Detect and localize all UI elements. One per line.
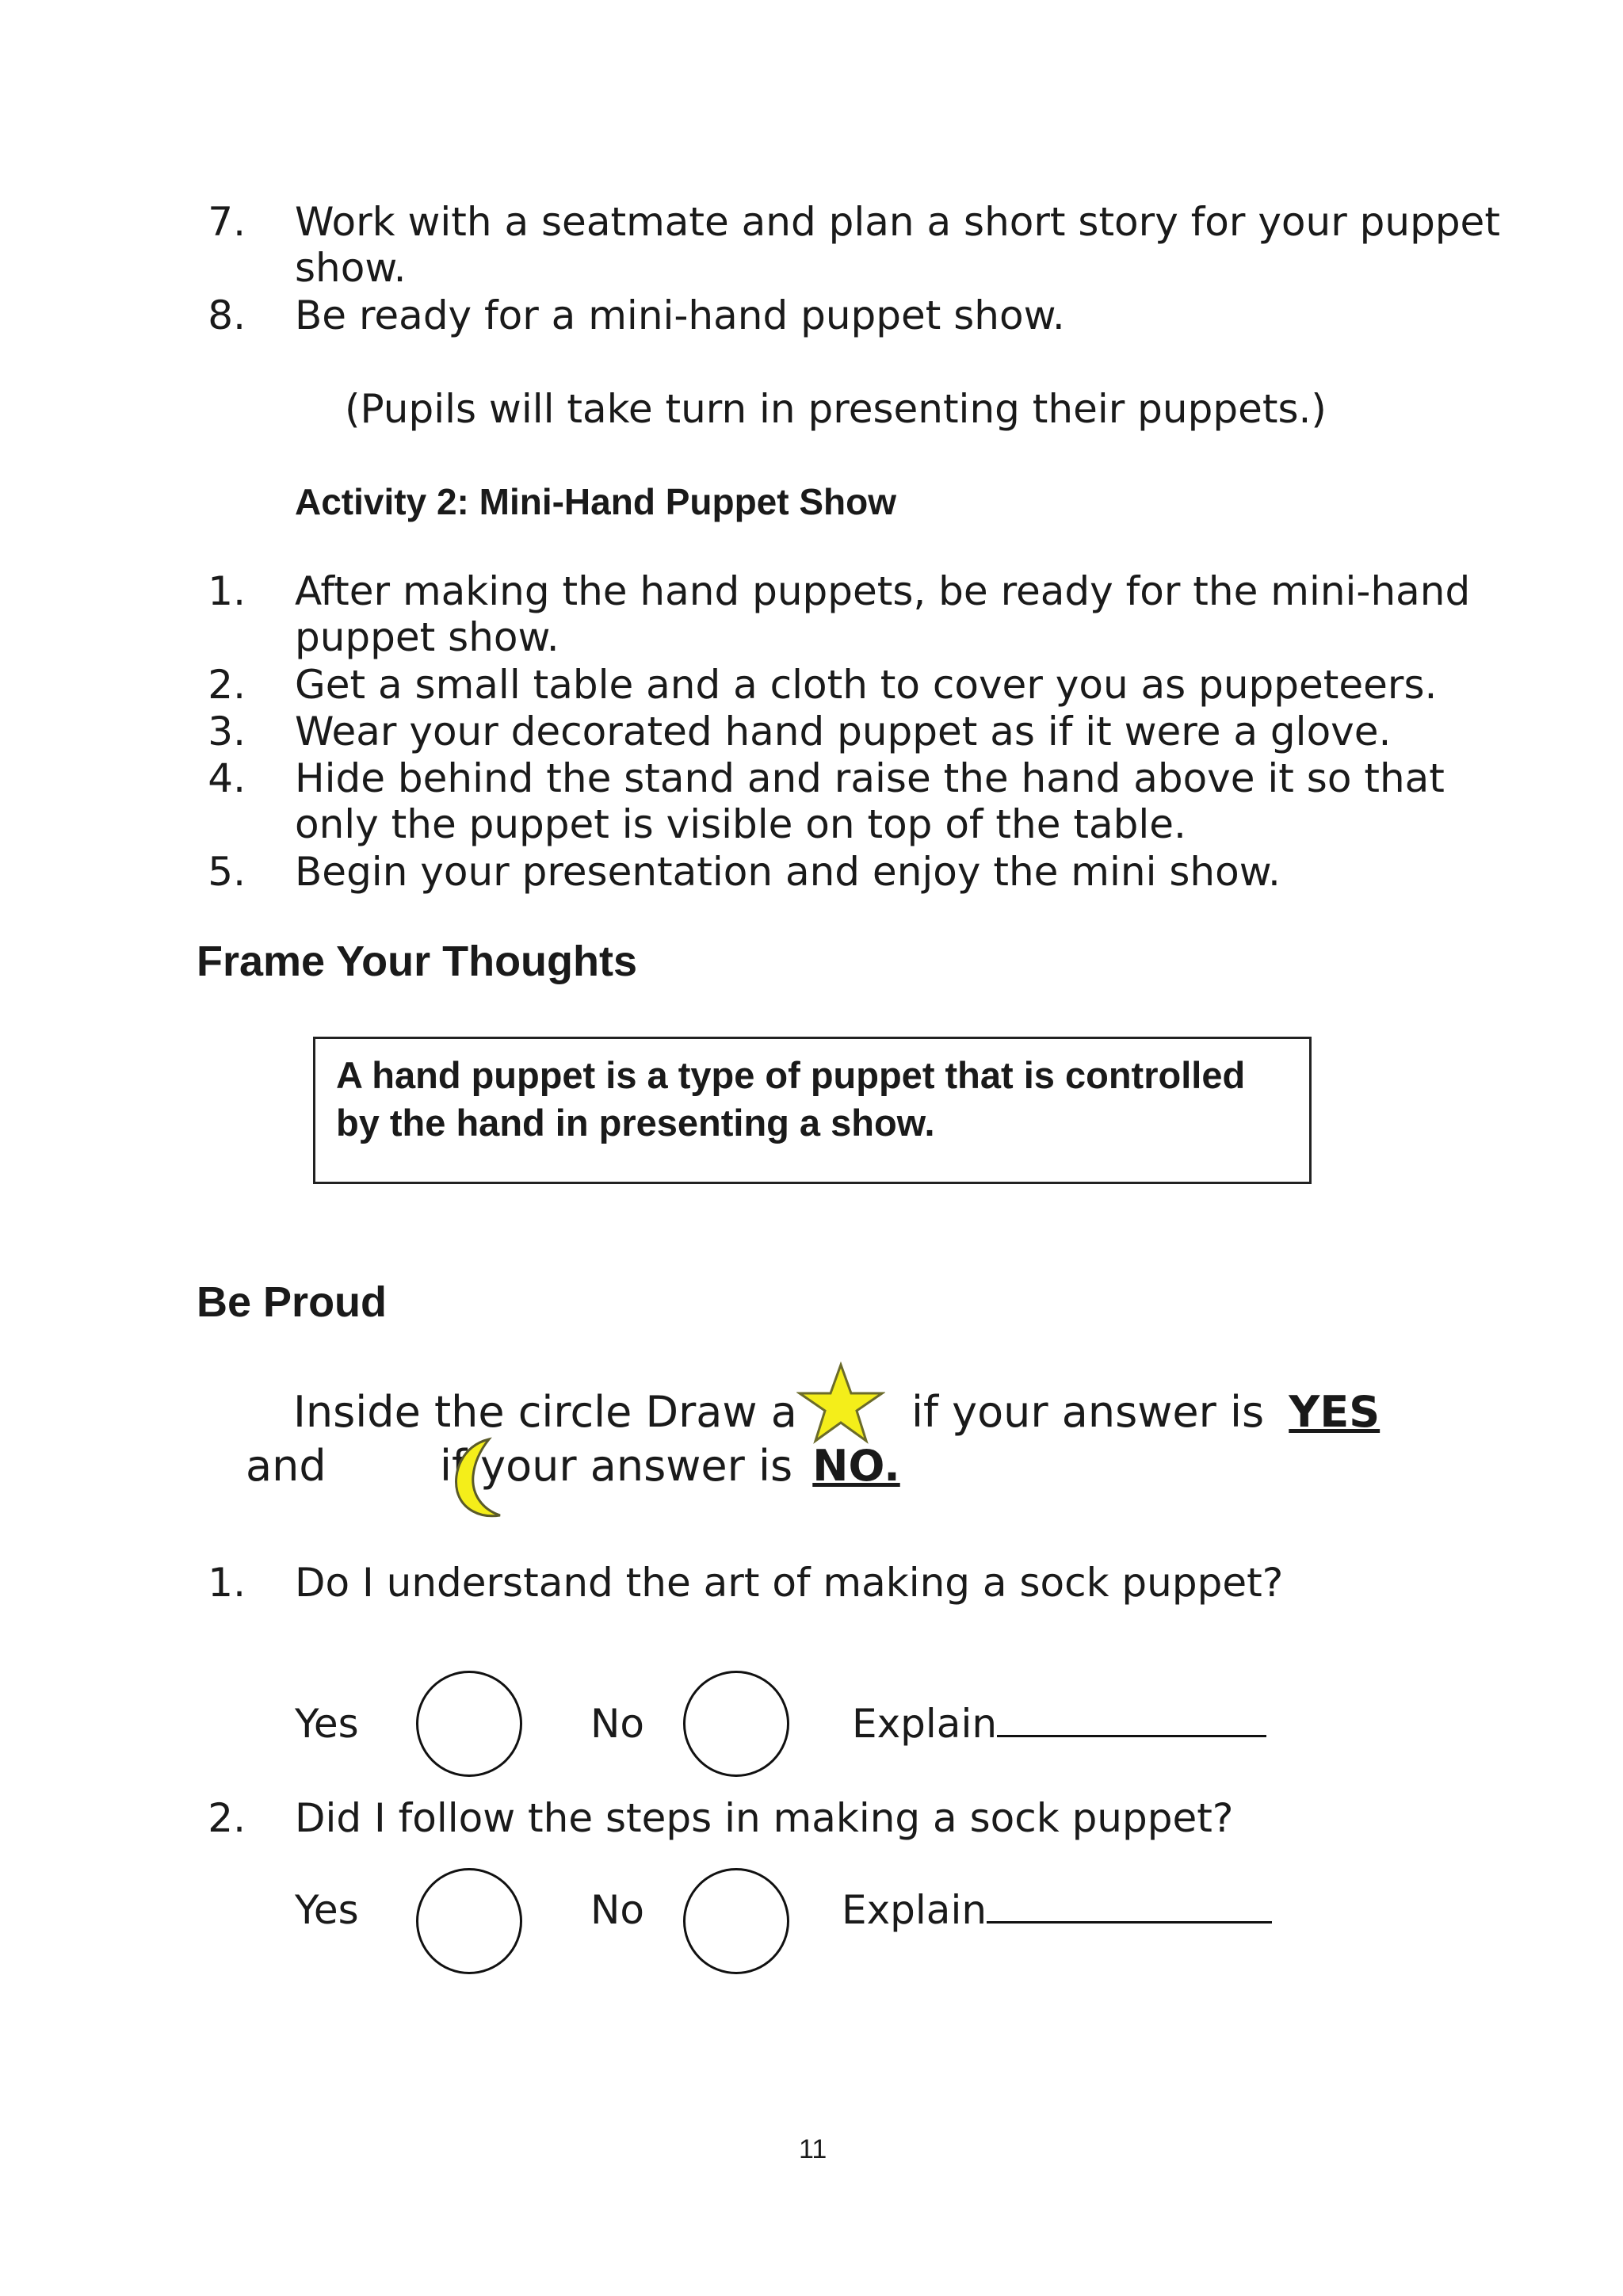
crescent-moon-icon (448, 1436, 511, 1520)
question-text: Did I follow the steps in making a sock puppet? (295, 1795, 1234, 1841)
note-text: (Pupils will take turn in presenting their puppets.) (345, 386, 1327, 432)
list-number: 2. (208, 662, 246, 708)
list-text: Work with a seatmate and plan a short story for your puppet (295, 199, 1500, 245)
instruction-line-1 (293, 1389, 797, 1436)
yes-answer-circle[interactable] (416, 1868, 522, 1974)
section-heading-frame: Frame Your Thoughts (197, 938, 638, 985)
list-text: Be ready for a mini-hand puppet show. (295, 292, 1065, 338)
activity-title: Activity 2: Mini-Hand Puppet Show (295, 481, 897, 522)
explain-label: Explain (852, 1701, 998, 1747)
list-text: only the puppet is visible on top of the table. (295, 801, 1186, 847)
list-number: 7. (208, 199, 246, 245)
yes-answer-circle[interactable] (416, 1671, 522, 1777)
list-text: Hide behind the stand and raise the hand above it so that (295, 755, 1445, 801)
instruction-line-2 (246, 1442, 327, 1490)
yes-emphasis: YES (1289, 1387, 1381, 1437)
page-number: 11 (799, 2134, 827, 2164)
yes-label: Yes (295, 1887, 359, 1933)
list-text: Begin your presentation and enjoy the mini show. (295, 849, 1281, 895)
section-heading-proud: Be Proud (197, 1278, 388, 1326)
list-text: After making the hand puppets, be ready for the mini-hand (295, 568, 1471, 614)
instruction-part4: if your answer is (440, 1441, 793, 1491)
question-number: 2. (208, 1795, 246, 1841)
list-number: 4. (208, 755, 246, 801)
explain-blank-line[interactable] (987, 1886, 1272, 1924)
no-label: No (590, 1887, 644, 1933)
list-number: 1. (208, 568, 246, 614)
list-number: 3. (208, 709, 246, 755)
question-number: 1. (208, 1560, 246, 1606)
no-label: No (590, 1701, 644, 1747)
instruction-part2: if your answer is (911, 1387, 1265, 1437)
explain-field[interactable] (852, 1700, 1266, 1748)
list-number: 8. (208, 292, 246, 338)
list-text: show. (295, 245, 407, 291)
list-number: 5. (208, 849, 246, 895)
no-answer-circle[interactable] (683, 1868, 789, 1974)
definition-box: A hand puppet is a type of puppet that is controlled by the hand in presenting a show. (313, 1037, 1312, 1184)
instruction-part1: Inside the circle Draw a (293, 1387, 797, 1437)
question-text: Do I understand the art of making a sock puppet? (295, 1560, 1284, 1606)
explain-field[interactable] (842, 1886, 1272, 1934)
yes-label: Yes (295, 1701, 359, 1747)
no-emphasis: NO. (812, 1441, 900, 1491)
no-answer-circle[interactable] (683, 1671, 789, 1777)
instruction-line-1b (911, 1389, 1380, 1436)
list-text: puppet show. (295, 614, 559, 660)
list-text: Wear your decorated hand puppet as if it were a glove. (295, 709, 1392, 755)
list-text: Get a small table and a cloth to cover you as puppeteers. (295, 662, 1438, 708)
star-icon (796, 1362, 885, 1444)
explain-label: Explain (842, 1887, 987, 1933)
instruction-part3: and (246, 1441, 327, 1491)
explain-blank-line[interactable] (997, 1700, 1266, 1737)
